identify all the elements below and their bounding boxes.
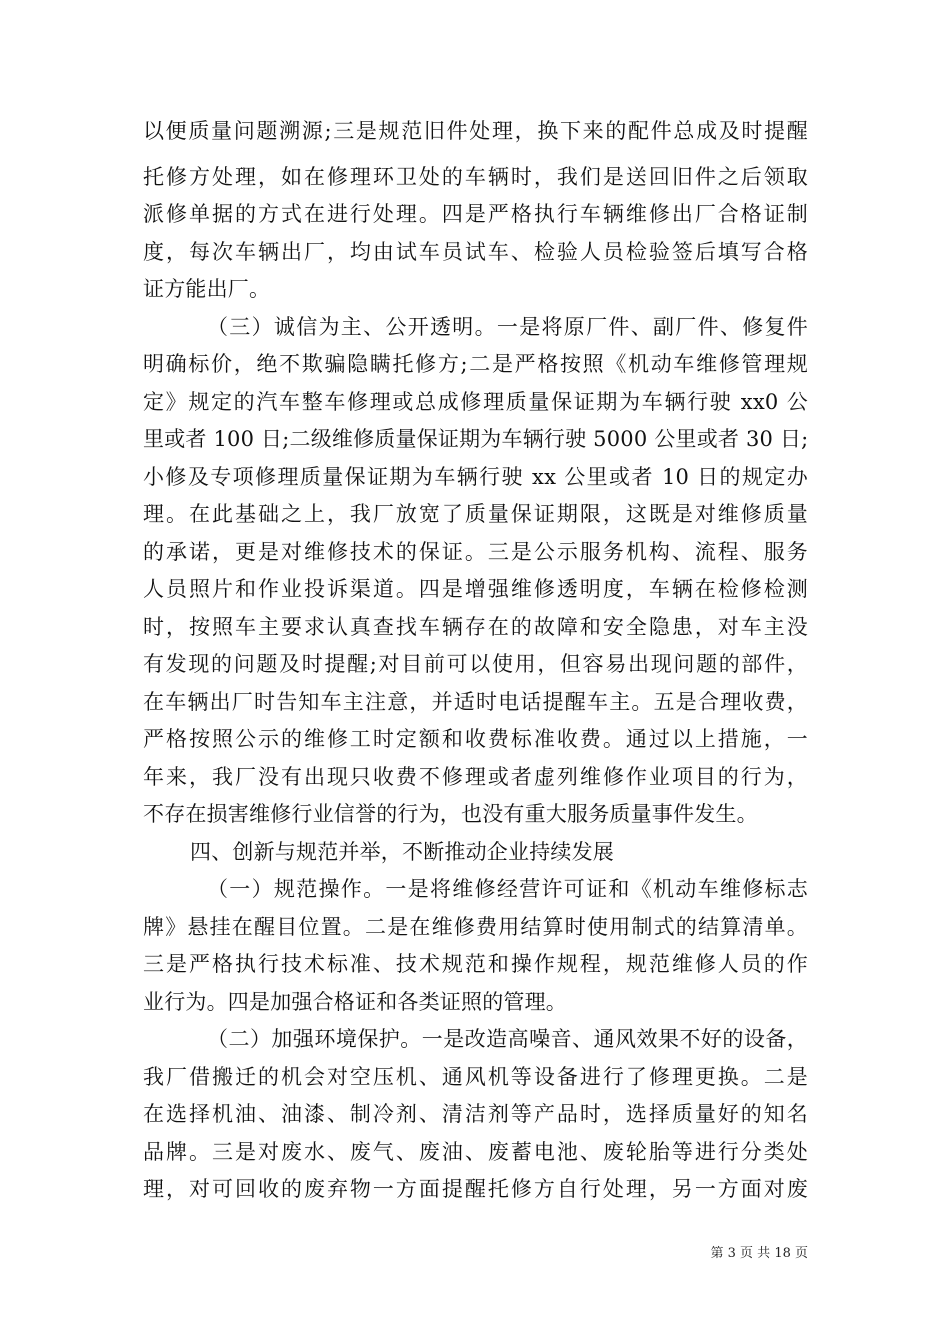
text-line: 不存在损害维修行业信誉的行为，也没有重大服务质量事件发生。 xyxy=(143,802,758,826)
paragraph-start-line: （三）诚信为主、公开透明。一是将原厂件、副厂件、修复件 xyxy=(207,315,808,339)
text-line: 的承诺，更是对维修技术的保证。三是公示服务机构、流程、服务 xyxy=(143,540,808,564)
text-line: 小修及专项修理质量保证期为车辆行驶 xx 公里或者 10 日的规定办 xyxy=(143,465,808,489)
text-line: 托修方处理，如在修理环卫处的车辆时，我们是送回旧件之后领取 xyxy=(143,165,808,189)
text-line: 牌》悬挂在醒目位置。二是在维修费用结算时使用制式的结算清单。 xyxy=(143,915,808,939)
paragraph-start-line: （二）加强环境保护。一是改造高噪音、通风效果不好的设备， xyxy=(207,1027,808,1051)
text-line: 理，对可回收的废弃物一方面提醒托修方自行处理，另一方面对废 xyxy=(143,1177,808,1201)
text-line: 年来，我厂没有出现只收费不修理或者虚列维修作业项目的行为， xyxy=(143,765,808,789)
text-line: 度，每次车辆出厂，均由试车员试车、检验人员检验签后填写合格 xyxy=(143,240,808,264)
page-number: 第 3 页 共 18 页 xyxy=(710,1246,808,1261)
text-line: 人员照片和作业投诉渠道。四是增强维修透明度，车辆在检修检测 xyxy=(143,577,808,601)
text-line: 定》规定的汽车整车修理或总成修理质量保证期为车辆行驶 xx0 公 xyxy=(143,390,808,414)
text-line: 在选择机油、油漆、制冷剂、清洁剂等产品时，选择质量好的知名 xyxy=(143,1102,808,1126)
text-line: 我厂借搬迁的机会对空压机、通风机等设备进行了修理更换。二是 xyxy=(143,1065,808,1089)
text-line: 三是严格执行技术标准、技术规范和操作规程，规范维修人员的作 xyxy=(143,952,808,976)
text-line: 派修单据的方式在进行处理。四是严格执行车辆维修出厂合格证制 xyxy=(143,202,808,226)
text-line: 在车辆出厂时告知车主注意，并适时电话提醒车主。五是合理收费， xyxy=(143,690,808,714)
text-line: 业行为。四是加强合格证和各类证照的管理。 xyxy=(143,990,567,1014)
text-line: 严格按照公示的维修工时定额和收费标准收费。通过以上措施，一 xyxy=(143,727,808,751)
text-line: 有发现的问题及时提醒;对目前可以使用，但容易出现问题的部件， xyxy=(143,652,808,676)
text-line: 明确标价，绝不欺骗隐瞒托修方;二是严格按照《机动车维修管理规 xyxy=(143,352,808,376)
paragraph-start-line: （一）规范操作。一是将维修经营许可证和《机动车维修标志 xyxy=(207,877,808,901)
text-line: 时，按照车主要求认真查找车辆存在的故障和安全隐患，对车主没 xyxy=(143,615,808,639)
text-line: 里或者 100 日;二级维修质量保证期为车辆行驶 5000 公里或者 30 日; xyxy=(143,427,809,451)
text-line: 理。在此基础之上，我厂放宽了质量保证期限，这既是对维修质量 xyxy=(143,502,808,526)
section-heading: 四、创新与规范并举，不断推动企业持续发展 xyxy=(190,840,614,864)
text-line: 品牌。三是对废水、废气、废油、废蓄电池、废轮胎等进行分类处 xyxy=(143,1140,808,1164)
text-line: 以便质量问题溯源;三是规范旧件处理，换下来的配件总成及时提醒 xyxy=(143,119,808,143)
text-line: 证方能出厂。 xyxy=(143,277,271,301)
